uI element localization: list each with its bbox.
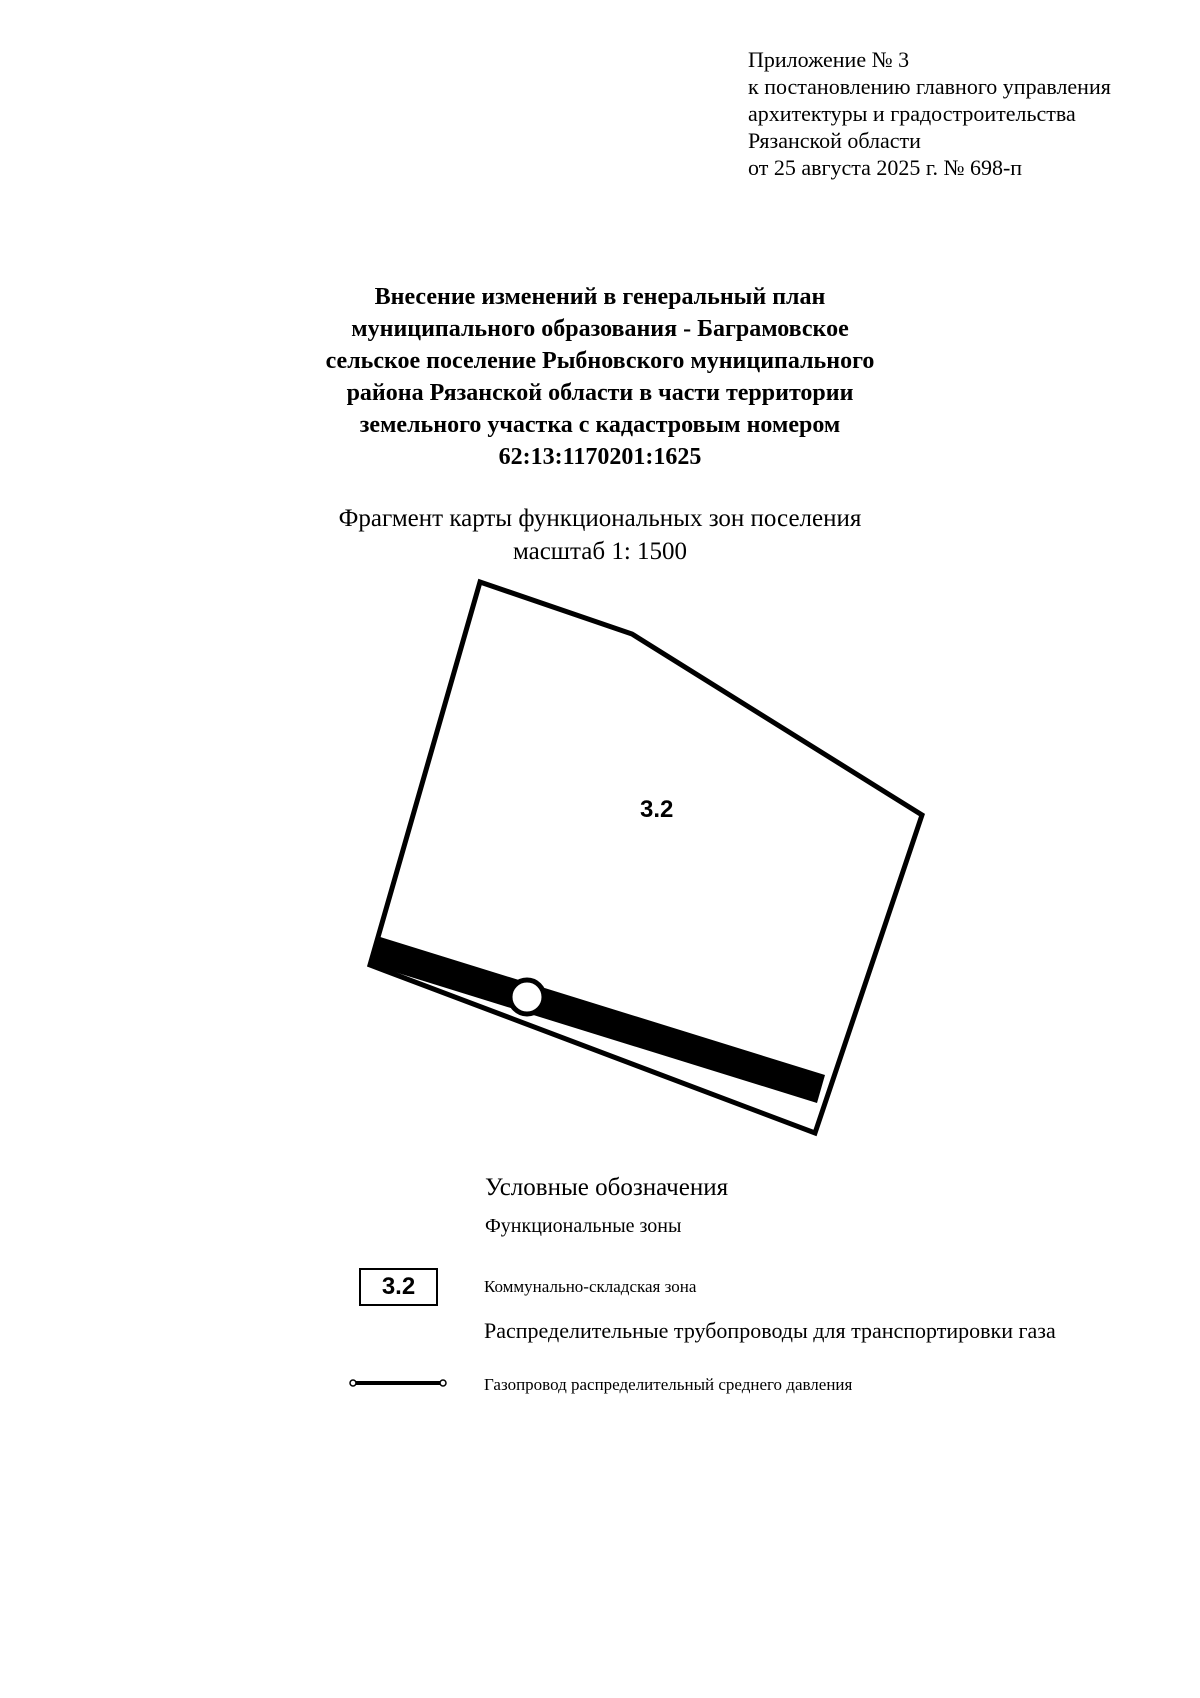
title-line: сельское поселение Рыбновского муниципального [325,348,875,374]
annex-line: архитектуры и градостроительства [748,101,1076,126]
legend-pipeline-name: Газопровод распределительный среднего давления [484,1375,853,1394]
annex-line: от 25 августа 2025 г. № 698-п [748,155,1023,180]
map-zone-label: 3.2 [640,796,674,823]
legend-title: Условные обозначения [485,1174,729,1201]
legend-zone-symbol: 3.2 [359,1268,438,1306]
legend-subtitle: Функциональные зоны [485,1215,682,1237]
legend-gas-pipeline-symbol [348,1377,448,1389]
annex-line: Рязанской области [748,128,921,153]
annex-line: Приложение № 3 [748,47,910,72]
land-parcel-boundary [370,582,922,1133]
map-scale: масштаб 1: 1500 [512,538,688,565]
annex-line: к постановлению главного управления [748,74,1111,99]
title-line: Внесение изменений в генеральный план [374,284,826,310]
title-line: муниципального образования - Баграмовское [351,316,849,342]
title-line: 62:13:1170201:1625 [498,444,702,470]
title-line: земельного участка с кадастровым номером [359,412,841,438]
legend-pipeline-heading: Распределительные трубопроводы для транспортировки газа [484,1318,1056,1343]
legend-zone-name: Коммунально-складская зона [484,1277,697,1296]
map-name: Фрагмент карты функциональных зон поселения [338,505,862,532]
title-line: района Рязанской области в части территории [346,380,854,406]
gas-pipeline-corridor [369,936,825,1103]
gas-pipeline-node-icon [510,980,544,1014]
